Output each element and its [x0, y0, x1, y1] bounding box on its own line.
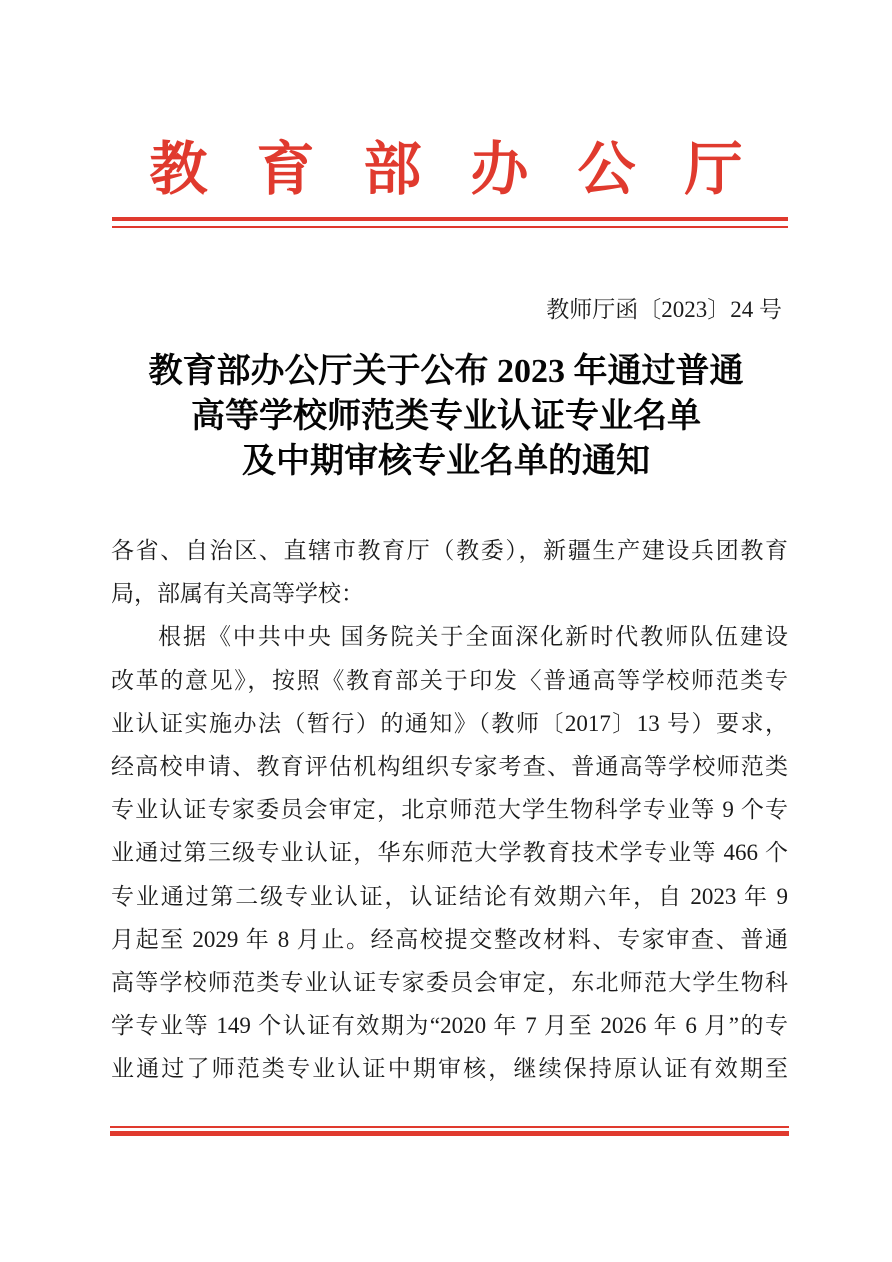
document-number: 教师厅函〔2023〕24 号	[546, 297, 782, 322]
body-line: 改革的意见》，按照《教育部关于印发〈普通高等学校师范类专	[111, 667, 788, 693]
header-rule-thin	[112, 226, 788, 228]
footer-rule-thin	[110, 1126, 789, 1128]
body-line: 月起至 2029 年 8 月止。经高校提交整改材料、专家审查、普通	[111, 926, 788, 952]
body-line: 经高校申请、教育评估机构组织专家考查、普通高等学校师范类	[111, 753, 788, 779]
body-line: 学专业等 149 个认证有效期为“2020 年 7 月至 2026 年 6 月”的专	[111, 1013, 788, 1039]
title-line: 高等学校师范类专业认证专业名单	[191, 398, 701, 435]
body-line: 业通过第三级专业认证，华东师范大学教育技术学专业等 466 个	[111, 840, 788, 866]
letterhead-agency-name: 教育部办公厅	[149, 137, 792, 202]
body-line: 业认证实施办法（暂行）的通知》（教师〔2017〕13 号）要求，	[111, 710, 788, 736]
title-line: 及中期审核专业名单的通知	[242, 443, 650, 480]
body-line: 专业认证专家委员会审定，北京师范大学生物科学专业等 9 个专	[111, 797, 788, 823]
body-line: 专业通过第二级专业认证，认证结论有效期六年，自 2023 年 9	[111, 883, 788, 909]
footer-rule-thick	[110, 1131, 789, 1136]
body-line: 根据《中共中央 国务院关于全面深化新时代教师队伍建设	[158, 624, 788, 650]
header-rule-thick	[112, 217, 788, 221]
title-line: 教育部办公厅关于公布 2023 年通过普通	[148, 353, 744, 390]
body-line: 业通过了师范类专业认证中期审核，继续保持原认证有效期至	[111, 1056, 788, 1082]
document-title	[85, 349, 807, 484]
body-line: 高等学校师范类专业认证专家委员会审定，东北师范大学生物科	[111, 969, 788, 995]
body-line-salutation: 局，部属有关高等学校：	[111, 581, 364, 607]
document-body	[111, 529, 788, 1090]
body-line-salutation: 各省、自治区、直辖市教育厅（教委），新疆生产建设兵团教育	[111, 538, 788, 563]
